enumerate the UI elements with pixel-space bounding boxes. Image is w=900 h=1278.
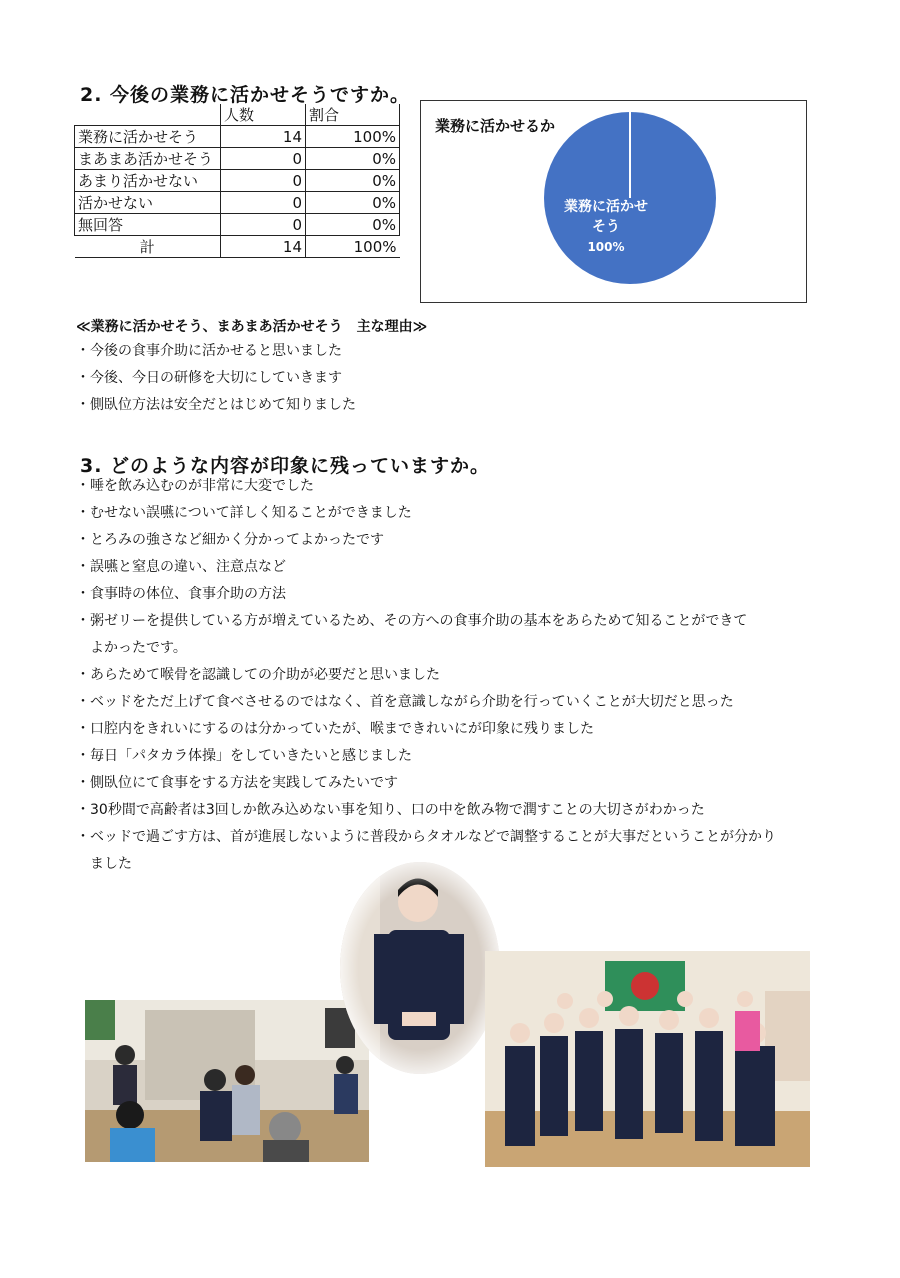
impression-item: ・むせない誤嚥について詳しく知ることができました xyxy=(76,505,412,521)
reason-item: ・今後の食事介助に活かせると思いました xyxy=(76,343,342,359)
impression-item: ・毎日「パタカラ体操」をしていきたいと感じました xyxy=(76,748,412,764)
table-header-pct: 割合 xyxy=(306,104,400,126)
impression-item: ・あらためて喉骨を認識しての介助が必要だと思いました xyxy=(76,667,440,683)
instructor-photo xyxy=(340,862,500,1074)
survey-table xyxy=(74,104,400,258)
impression-item: ・ベッドで過ごす方は、首が進展しないように普段からタオルなどで調整することが大事だということが分かり xyxy=(76,829,776,845)
impression-item: ・口腔内をきれいにするのは分かっていたが、喉まできれいにが印象に残りました xyxy=(76,721,594,737)
chart-title: 業務に活かせるか xyxy=(435,117,556,135)
impression-item: ・ベッドをただ上げて食べさせるのではなく、首を意識しながら介助を行っていくことが大切だと思った xyxy=(76,694,734,710)
table-row xyxy=(75,148,400,170)
total-pct: 100% xyxy=(306,236,400,258)
impression-item: ・とろみの強さなど細かく分かってよかったです xyxy=(76,532,384,548)
impression-item: ・粥ゼリーを提供している方が増えているため、その方への食事介助の基本をあらためて知ることができて xyxy=(76,613,748,629)
table-header-row xyxy=(75,104,400,126)
pie-data-label-line2: そう xyxy=(592,219,620,235)
table-total-row xyxy=(75,236,400,258)
row-label: 業務に活かせそう xyxy=(75,126,221,148)
pie-data-label xyxy=(551,197,661,257)
impression-item: ・唾を飲み込むのが非常に大変でした xyxy=(76,478,314,494)
row-count: 0 xyxy=(221,170,306,192)
impression-item: ・食事時の体位、食事介助の方法 xyxy=(76,586,286,602)
pie-chart xyxy=(420,100,807,303)
row-label: 活かせない xyxy=(75,192,221,214)
row-count: 0 xyxy=(221,214,306,236)
impression-item: ・誤嚥と窒息の違い、注意点など xyxy=(76,559,286,575)
impression-item: ・側臥位にて食事をする方法を実践してみたいです xyxy=(76,775,398,791)
row-pct: 100% xyxy=(306,126,400,148)
total-label: 計 xyxy=(75,236,221,258)
table-header-blank xyxy=(75,104,221,126)
reason-item: ・今後、今日の研修を大切にしていきます xyxy=(76,370,342,386)
section2-heading: 2. 今後の業務に活かせそうですか。 xyxy=(80,84,411,106)
row-count: 0 xyxy=(221,148,306,170)
row-label: 無回答 xyxy=(75,214,221,236)
row-count: 14 xyxy=(221,126,306,148)
reason-item: ・側臥位方法は安全だとはじめて知りました xyxy=(76,397,356,413)
row-pct: 0% xyxy=(306,170,400,192)
row-count: 0 xyxy=(221,192,306,214)
table-row xyxy=(75,192,400,214)
row-pct: 0% xyxy=(306,148,400,170)
row-label: まあまあ活かせそう xyxy=(75,148,221,170)
reasons-title: ≪業務に活かせそう、まあまあ活かせそう 主な理由≫ xyxy=(76,319,428,335)
total-count: 14 xyxy=(221,236,306,258)
row-pct: 0% xyxy=(306,214,400,236)
table-row xyxy=(75,170,400,192)
table-header-count: 人数 xyxy=(221,104,306,126)
pie-data-label-pct: 100% xyxy=(587,240,625,254)
table-row xyxy=(75,126,400,148)
section3-heading: 3. どのような内容が印象に残っていますか。 xyxy=(80,455,491,477)
impression-item: ・30秒間で高齢者は3回しか飲み込めない事を知り、口の中を飲み物で潤すことの大切さがわかった xyxy=(76,802,705,818)
row-label: あまり活かせない xyxy=(75,170,221,192)
group-photo xyxy=(485,951,810,1167)
impression-item-continued: ました xyxy=(76,856,132,872)
row-pct: 0% xyxy=(306,192,400,214)
impression-item-continued: よかったです。 xyxy=(76,640,187,656)
seminar-photo xyxy=(85,1000,369,1162)
pie-data-label-line1: 業務に活かせ xyxy=(564,199,648,215)
table-row xyxy=(75,214,400,236)
